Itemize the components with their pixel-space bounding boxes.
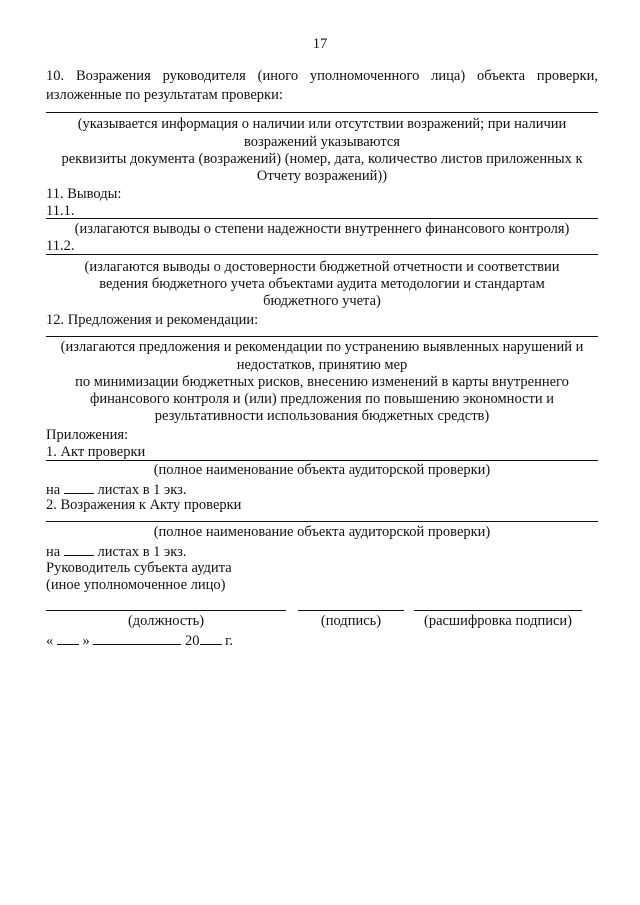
attachment-2-sheets-blank[interactable] <box>64 542 94 556</box>
section12-title: 12. Предложения и рекомендации: <box>46 312 259 328</box>
signature-fill-line[interactable] <box>298 610 404 611</box>
date-month-blank[interactable] <box>93 631 181 645</box>
signature-head-line1: Руководитель субъекта аудита <box>46 560 232 576</box>
section12-hint-line1: (излагаются предложения и рекомендации по устранению выявленных нарушений и <box>60 339 584 355</box>
section12-fill-line <box>46 336 598 337</box>
date-year-prefix: 20 <box>185 633 200 649</box>
date-line <box>46 631 233 650</box>
attachment-1-sheets-blank[interactable] <box>64 480 94 494</box>
attachment-1-fill-line <box>46 460 598 461</box>
section10-hint-line4: Отчету возражений)) <box>256 168 388 184</box>
attachment-2-na: на <box>46 544 61 560</box>
section11-item1-number: 11.1. <box>46 203 75 219</box>
section10-hint-line3: реквизиты документа (возражений) (номер, дата, количество листов приложенных к <box>61 151 583 167</box>
section11-item2-number: 11.2. <box>46 238 75 254</box>
signature-head-line2: (иное уполномоченное лицо) <box>46 577 226 593</box>
section12-hint-line2: недостатков, принятию мер <box>236 357 408 373</box>
section10-title-line2: изложенные по результатам проверки: <box>46 87 283 103</box>
section10-fill-line <box>46 112 598 113</box>
date-day-blank[interactable] <box>57 631 79 645</box>
attachment-2-sheets-label: листах в 1 экз. <box>97 544 187 560</box>
section12-hint-line4: финансового контроля и (или) предложения по повышению экономности и <box>90 391 554 407</box>
section11-title: 11. Выводы: <box>46 186 122 202</box>
section11-item1-hint: (излагаются выводы о степени надежности внутреннего финансового контроля) <box>74 221 570 237</box>
section10-title-line1: 10. Возражения руководителя (иного уполномоченного лица) объекта проверки, <box>46 68 598 84</box>
section10-hint-line2: возражений указываются <box>244 134 400 150</box>
date-year-suffix: г. <box>225 633 234 649</box>
attachment-1-sheets-label: листах в 1 экз. <box>97 482 187 498</box>
section11-item2-hint-line2: ведения бюджетного учета объектами аудита методологии и стандартам <box>99 276 545 292</box>
date-open-quote: « <box>46 633 54 649</box>
date-year-blank[interactable] <box>200 631 222 645</box>
decode-label: (расшифровка подписи) <box>423 613 573 629</box>
attachment-2-title: 2. Возражения к Акту проверки <box>46 497 242 513</box>
section11-item2-hint-line3: бюджетного учета) <box>263 293 381 309</box>
section12-hint-line5: результативности использования бюджетных средств) <box>154 408 490 424</box>
section11-item2-fill-line <box>46 254 598 255</box>
date-close-quote: » <box>82 633 90 649</box>
position-fill-line[interactable] <box>46 610 286 611</box>
section10-hint-line1: (указывается информация о наличии или отсутствии возражений; при наличии <box>77 116 567 132</box>
position-label: (должность) <box>127 613 205 629</box>
attachment-1-na: на <box>46 482 61 498</box>
page-number: 17 <box>312 36 328 52</box>
attachments-title: Приложения: <box>46 427 129 443</box>
decode-fill-line[interactable] <box>414 610 582 611</box>
attachment-1-title: 1. Акт проверки <box>46 444 146 460</box>
section11-item2-hint-line1: (излагаются выводы о достоверности бюджетной отчетности и соответствии <box>84 259 560 275</box>
attachment-2-sheets-line <box>46 542 187 561</box>
signature-label: (подпись) <box>320 613 382 629</box>
attachment-1-hint: (полное наименование объекта аудиторской проверки) <box>153 462 491 478</box>
section12-hint-line3: по минимизации бюджетных рисков, внесению изменений в карты внутреннего <box>75 374 569 390</box>
section11-item1-fill-line <box>46 218 598 219</box>
attachment-2-hint: (полное наименование объекта аудиторской проверки) <box>153 524 491 540</box>
attachment-2-fill-line <box>46 521 598 522</box>
